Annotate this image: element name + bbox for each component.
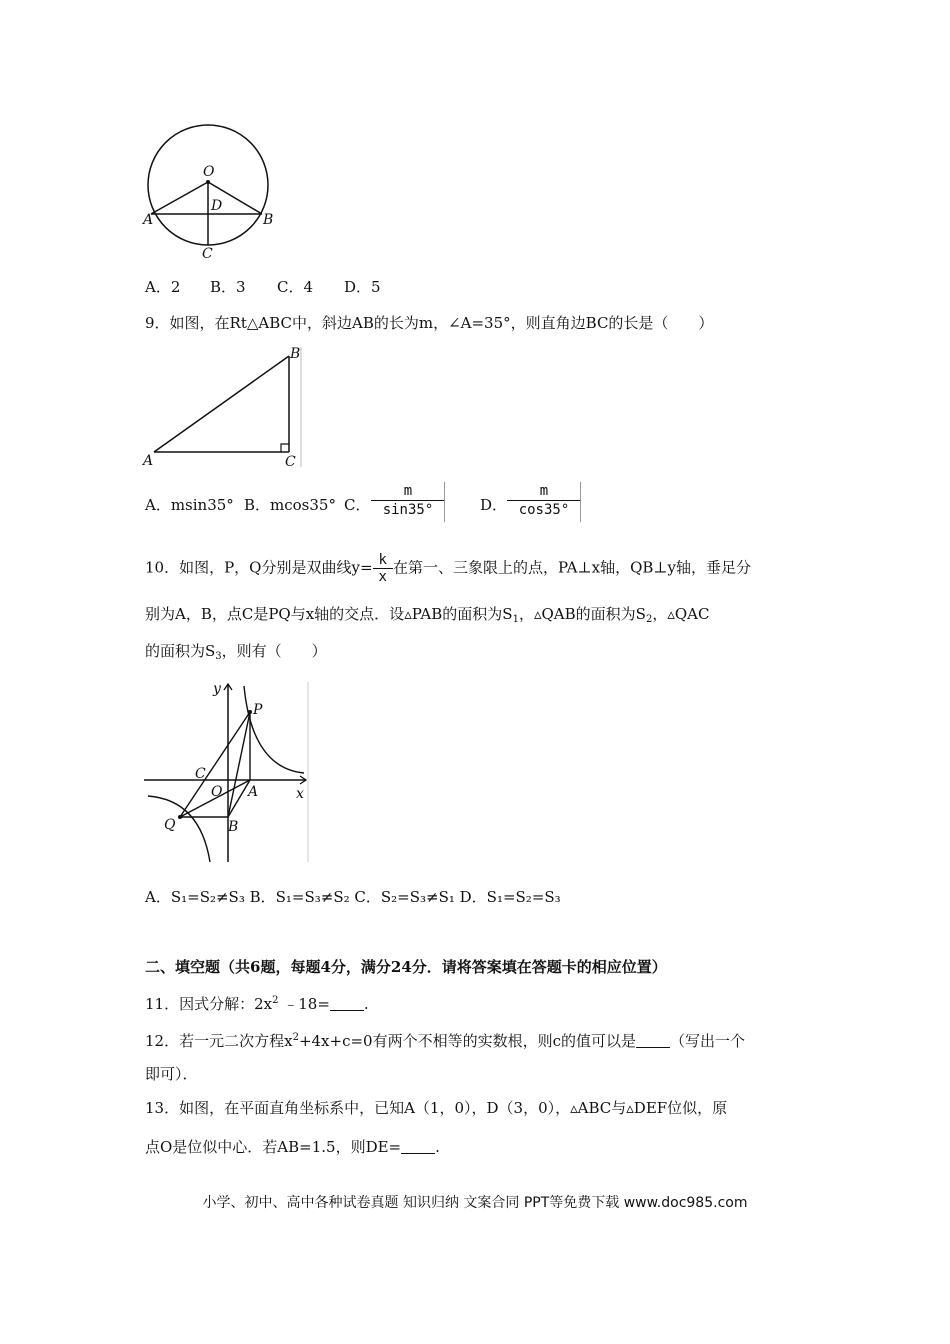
q10-stem-line1 [145,552,751,585]
right-triangle-figure [140,342,310,472]
label-c: C [195,766,206,782]
q8-option-c: C．4 [277,278,314,296]
q10-line2-text-b: PAB的面积为S [411,605,513,623]
footer-text[interactable]: 小学、初中、高中各种试卷真题 知识归纳 文案合同 PPT等免费下载 www.doc985.com [202,1195,748,1211]
subscript-3: 3 [215,651,222,662]
q11-superscript: 2 [272,995,279,1006]
q9-option-d-fraction [507,482,581,519]
q12-answer-blank[interactable] [636,1033,670,1048]
q9-option-b: B．mcos35° [244,496,336,514]
q12-superscript: 2 [292,1032,299,1043]
q8-option-b: B．3 [210,278,246,296]
label-a: A [248,784,259,800]
subscript-2: 2 [645,614,653,625]
q10-line2-comma: ， [652,605,668,623]
q12-text-a: 12．若一元二次方程x [145,1032,293,1050]
triangle-symbol: ▵ [404,605,412,623]
label-a: A [143,212,154,228]
section2-heading: 二、填空题（共6题，每题4分，满分24分．请将答案填在答题卡的相应位置） [145,958,667,976]
q10-line2-text-d: QAB的面积为S [541,605,646,623]
q9-option-d-border [580,482,581,522]
q10-fraction-k-over-x [373,552,393,585]
point-o [206,180,210,184]
label-b: B [290,346,301,362]
q10-fraction-denominator: x [373,568,393,585]
q9-option-d-denominator: cos35° [507,500,581,519]
q12-text-b: +4x+c=0有两个不相等的实数根，则c的值可以是 [298,1032,636,1050]
q10-stem-line2 [145,603,709,631]
hyperbola-branch-1 [244,686,304,773]
q10-line3-text-b: ，则有（ ） [221,642,327,660]
q12-text-c: （写出一个 [670,1032,746,1050]
q13-text-end: . [435,1138,440,1156]
q9-stem: 9．如图，在Rt△ABC中，斜边AB的长为m，∠A=35°，则直角边BC的长是（ ） [145,314,714,332]
q11 [145,990,369,1015]
q9-option-c-border [444,482,445,522]
q12-line2: 即可）． [145,1065,198,1083]
segment-oa [151,182,208,214]
q10-line2-text-f: QAC [674,605,710,623]
subscript-1: 1 [512,614,519,625]
label-o: O [203,164,215,180]
q9-option-c-denominator: sin35° [371,500,445,519]
point-q [178,815,182,819]
circle-figure [140,120,290,265]
q13-text-a: 点O是位似中心．若AB=1.5，则DE= [145,1138,402,1156]
label-c: C [202,246,213,262]
q10-stem-line3 [145,640,327,668]
right-angle-mark [281,444,289,452]
q8-option-d: D．5 [344,278,381,296]
q13-line1: 13．如图，在平面直角坐标系中，已知A（1，0），D（3，0），▵ABC与▵DEF位似，原 [145,1099,728,1117]
label-b: B [228,819,239,835]
q10-line3-text-a: 的面积为S [145,642,216,660]
label-x: x [296,786,304,802]
q8-option-a: A．2 [145,278,181,296]
q10-stem-part1: 10．如图，P，Q分别是双曲线y= [145,558,373,577]
q12-line1 [145,1027,745,1052]
label-a: A [143,453,154,469]
q10-options: A．S₁=S₂≠S₃ B．S₁=S₃≠S₂ C．S₂=S₃≠S₁ D．S₁=S₂=S₃ [145,888,561,906]
point-p [248,710,252,714]
q9-option-c-fraction [371,482,445,519]
q10-fraction-numerator: k [378,552,387,568]
label-c: C [285,454,296,470]
triangle-symbol: ▵ [667,605,675,623]
q9-option-c-numerator: m [403,483,413,499]
hyperbola-figure [140,678,315,866]
label-d: D [211,198,223,214]
label-b: B [263,212,274,228]
label-y: y [213,681,221,697]
q11-text-end: . [363,995,369,1013]
q10-stem-part2: 在第一、三象限上的点，PA⊥x轴，QB⊥y轴，垂足分 [392,558,751,577]
q10-line2-text-a: 别为A，B，点C是PQ与x轴的交点．设 [145,605,405,623]
label-q: Q [164,817,176,833]
triangle-symbol: ▵ [533,605,542,623]
q11-answer-blank[interactable] [330,996,364,1011]
q11-text-a: 11．因式分解：2x [145,995,273,1013]
q13-line2 [145,1136,440,1158]
q9-option-d-numerator: m [539,483,549,499]
q13-answer-blank[interactable] [401,1139,435,1154]
q9-option-a: A．msin35° [145,496,234,514]
label-o: O [211,784,223,800]
q9-option-c-prefix: C． [344,496,371,514]
q9-option-d-prefix: D． [480,496,508,514]
q11-text-b: ﹣18= [278,995,330,1013]
label-p: P [253,702,263,718]
side-ab [154,356,289,452]
q10-line2-comma: ， [518,605,534,623]
